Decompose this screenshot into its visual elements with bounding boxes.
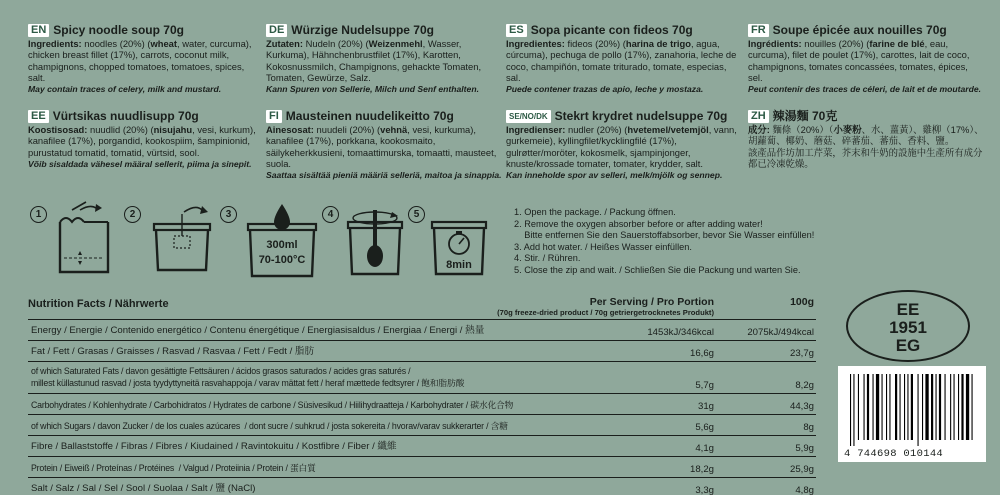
language-code-badge: EN: [28, 24, 49, 37]
ingredients-block-es: [506, 24, 742, 95]
open-package-icon: [50, 200, 122, 280]
nutrition-row: [28, 394, 816, 415]
health-mark-oval: [846, 290, 970, 362]
per-100g-header: 100g: [790, 296, 814, 308]
language-code-badge: EE: [28, 110, 49, 123]
block-header: [506, 110, 742, 123]
block-header: [506, 24, 742, 37]
per-serving-subheader: (70g freeze-dried product / 70g getriergetrocknetes Produkt): [497, 308, 714, 317]
step-number: 1: [30, 206, 47, 223]
per-serving-value: 4,1g: [695, 443, 714, 454]
ingredients-block-se-no-dk: [506, 110, 742, 181]
per-100g-value: 25,9g: [789, 464, 814, 475]
step-number: 2: [124, 206, 141, 223]
block-header: [266, 24, 502, 37]
block-header: [28, 24, 264, 37]
ingredients-block-ee: [28, 110, 264, 170]
nutrient-label: of which Saturated Fats / davon gesättigte Fettsäuren / ácidos grasos saturados / acides gras saturés / millest küllastunud rasvad / josta tyydyttyneitä rasvahappoja / varav mättat fett / heraf mættede fedtsyrer / 飽和脂肪酸: [31, 366, 465, 388]
nutrition-header: [28, 296, 816, 320]
nutrient-label: Salt / Salz / Sal / Sel / Sool / Suolaa / Salt / 鹽 (NaCl): [31, 483, 256, 494]
nutrition-title: Nutrition Facts / Nährwerte: [28, 298, 169, 310]
nutrient-label: Fat / Fett / Grasas / Graisses / Rasvad / Rasvaa / Fett / Fedt / 脂肪: [31, 346, 315, 357]
preparation-steps: [30, 200, 480, 285]
per-serving-value: 3,3g: [695, 485, 714, 495]
nutrition-row: [28, 457, 816, 478]
ingredients-text: Zutaten: Nudeln (20%) (Weizenmehl, Wasser, Kurkuma), Hähnchenbrustfilet (17%), Karotten, Kokosnussmilch, Champignons, gehackte Tomaten, Tomaten, Gewürze, Salz. Kann Spuren von Sellerie, Milch und Senf enthalten.: [266, 38, 482, 95]
nutrition-row: [28, 436, 816, 457]
health-mark-country: EE: [896, 300, 920, 319]
step-number: 3: [220, 206, 237, 223]
preparation-instructions: [514, 207, 814, 277]
nutrient-label: Carbohydrates / Kohlenhydrate / Carbohidratos / Hydrates de carbone / Süsivesikud / Hiilihydraatteja / Karbohydrater / 碳水化合物: [31, 400, 514, 410]
ingredients-block-zh: [748, 110, 984, 169]
ingredients-text: Ingrédients: nouilles (20%) (farine de blé, eau, curcuma), filet de poulet (17%), carottes, lait de coco, champignons, tomates concassées, tomates, épices, sel. Peut contenir des traces de céleri, de lait et de moutarde.: [748, 38, 982, 95]
product-name: Vürtsikas nuudlisupp 70g: [52, 109, 199, 123]
per-100g-value: 8,2g: [795, 380, 814, 391]
per-100g-value: 5,9g: [795, 443, 814, 454]
per-serving-value: 18,2g: [689, 464, 714, 475]
ingredients-text: Koostisosad: nuudlid (20%) (nisujahu, vesi, kurkum), kanafilee (17%), porgandid, kookospiim, šampinionid, purustatud tomatid, tomatid, vürtsid, sool. Võib sisaldada vähesel määral sellerit, piima ja sinepit.: [28, 124, 256, 169]
per-serving-header: Per Serving / Pro Portion: [589, 296, 714, 308]
per-100g-value: 23,7g: [789, 348, 814, 359]
nutrient-label: of which Sugars / davon Zucker / de los cuales azúcares / dont sucre / suhkrud / josta sokereita / hvorav/varav sukkerarter / 含糖: [31, 421, 508, 431]
remove-absorber-icon: [142, 200, 226, 280]
health-mark-eg: EG: [895, 336, 921, 355]
nutrition-rows: [28, 320, 816, 495]
stir-icon: [340, 200, 410, 280]
product-name: Soupe épicée aux nouilles 70g: [772, 23, 947, 37]
block-header: [28, 110, 264, 123]
health-mark-number: 1951: [889, 318, 927, 337]
product-name: Sopa picante con fideos 70g: [530, 23, 693, 37]
barcode-bars: [838, 370, 986, 450]
per-100g-value: 2075kJ/494kcal: [747, 327, 814, 338]
nutrition-row: [28, 320, 816, 341]
block-header: [748, 110, 984, 123]
ingredients-block-de: [266, 24, 502, 95]
block-header: [266, 110, 502, 123]
instruction-line: 4. Stir. / Rühren.: [514, 253, 581, 264]
language-code-badge: ZH: [748, 110, 769, 123]
nutrition-row: [28, 478, 816, 495]
per-serving-value: 16,6g: [689, 348, 714, 359]
per-100g-value: 8g: [803, 422, 814, 433]
step-number: 4: [322, 206, 339, 223]
nutrient-label: Energy / Energie / Contenido energético / Contenu énergétique / Energiasisaldus / Energiaa / Energi / 熱量: [31, 325, 485, 336]
nutrient-label: Fibre / Ballaststoffe / Fibras / Fibres / Kiudained / Ravintokuitu / Kostfibre / Fiber / 纖維: [31, 441, 397, 452]
add-water-icon: [238, 200, 328, 284]
per-serving-value: 5,7g: [695, 380, 714, 391]
water-temperature: 70-100°C: [258, 254, 306, 266]
block-header: [748, 24, 984, 37]
language-code-badge: SE/NO/DK: [506, 110, 551, 123]
product-name: Spicy noodle soup 70g: [53, 23, 184, 37]
ingredients-block-fr: [748, 24, 984, 95]
product-name: Mausteinen nuudelikeitto 70g: [285, 109, 454, 123]
ingredients-text: 成分: 麵條（20%）（小麥粉、水、薑黃）、雞柳（17%）、胡蘿蔔、椰奶、蘑菇、碎蕃茄、蕃茄、香料、鹽。 該產品作坊加工芹菜，芥末和牛奶的設施中生產所有成分都已冷凍乾燥。: [748, 124, 984, 169]
language-code-badge: ES: [506, 24, 527, 37]
nutrition-row: [28, 362, 816, 394]
per-100g-value: 4,8g: [795, 485, 814, 495]
step-number: 5: [408, 206, 425, 223]
per-100g-value: 44,3g: [789, 401, 814, 412]
ingredients-text: Ingredients: noodles (20%) (wheat, water, curcuma), chicken breast fillet (17%), carrots, coconut milk, champignons, chopped tomatoes, tomatoes, spices, salt. May contain traces of celery, milk and mustard.: [28, 38, 252, 95]
ingredients-text: Ingredientes: fideos (20%) (harina de trigo, agua, cúrcuma), pechuga de pollo (17%), zanahoria, leche de coco, champiñón, tomate triturado, tomate, especias, sal. Puede contener trazas de apio, leche y mostaza.: [506, 38, 737, 95]
ingredients-text: Ainesosat: nuudeli (20%) (vehnä, vesi, kurkuma), kanafilee (17%), porkkana, kookosmaito, säilykeherkkusieni, tomaattimurska, tomaatti, mausteet, suola. Saattaa sisältää pieniä määriä selleriä, maitoa ja sinappia.: [266, 124, 502, 181]
instruction-line: 5. Close the zip and wait. / Schließen Sie die Packung und warten Sie.: [514, 264, 801, 275]
nutrition-table: [28, 296, 816, 495]
per-serving-value: 5,6g: [695, 422, 714, 433]
instruction-line: 3. Add hot water. / Heißes Wasser einfüllen.: [514, 241, 692, 252]
product-name: Stekrt krydret nudelsuppe 70g: [554, 109, 728, 123]
ingredients-block-fi: [266, 110, 502, 181]
language-code-badge: FR: [748, 24, 769, 37]
barcode: [838, 366, 986, 462]
instruction-line: 2. Remove the oxygen absorber before or after adding water!: [514, 218, 763, 229]
per-serving-value: 1453kJ/346kcal: [647, 327, 714, 338]
nutrition-row: [28, 341, 816, 362]
instruction-line: 1. Open the package. / Packung öffnen.: [514, 207, 676, 217]
ingredients-block-en: [28, 24, 264, 95]
instruction-line: Bitte entfernen Sie den Sauerstoffabsorber, bevor Sie Wasser einfüllen!: [514, 230, 815, 241]
product-name: 辣湯麵 70克: [772, 109, 838, 123]
nutrition-row: [28, 415, 816, 436]
nutrient-label: Protein / Eiweiß / Proteínas / Protéines / Valgud / Proteiinia / Protein / 蛋白質: [31, 463, 316, 473]
language-code-badge: DE: [266, 24, 287, 37]
wait-time: 8min: [446, 259, 472, 271]
ingredients-text: Ingredienser: nudler (20%) (hvetemel/vetemjöl, vann, gurkemeie), kyllingfilet/kycklingfilé (17%), gulrøtter/moröter, kokosmelk, sjampinjonger, knuste/krossade tomater, tomater, krydder, salt. Kan inneholde spor av selleri, melk/mjölk og sennep.: [506, 124, 737, 181]
barcode-number: 4 744698 010144: [844, 448, 944, 460]
per-serving-value: 31g: [697, 401, 714, 412]
water-volume: 300ml: [266, 239, 298, 251]
language-code-badge: FI: [266, 110, 282, 123]
timer-icon: [426, 200, 494, 280]
product-name: Würzige Nudelsuppe 70g: [291, 23, 434, 37]
